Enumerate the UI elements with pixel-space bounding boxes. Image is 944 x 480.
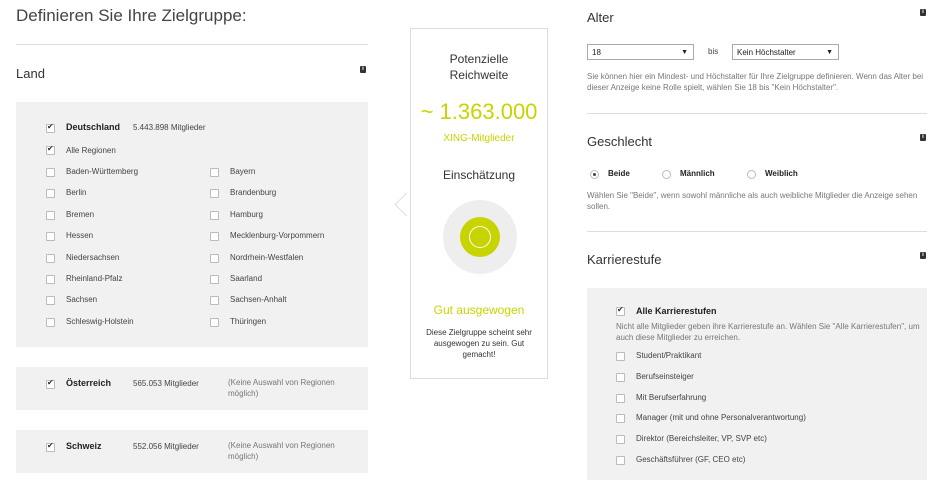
region-label: Hessen <box>66 231 94 241</box>
radio-weiblich[interactable] <box>747 170 756 179</box>
region-label: Nordrhein-Westfalen <box>230 252 304 262</box>
reach-unit: XING-Mitglieder <box>443 133 515 144</box>
radio-maennlich-label: Männlich <box>680 169 715 178</box>
career-level-label: Manager (mit und ohne Personalverantwortung) <box>636 413 806 423</box>
divider <box>587 231 927 232</box>
germany-label: Deutschland <box>66 122 121 132</box>
career-level-checkbox[interactable] <box>616 352 625 361</box>
region-label: Niedersachsen <box>66 252 120 262</box>
region-checkbox[interactable] <box>210 168 219 177</box>
reach-heading: Potenzielle Reichweite <box>449 52 509 82</box>
region-label: Hamburg <box>230 209 263 219</box>
switzerland-members: 552.056 Mitglieder <box>133 442 199 451</box>
career-level-checkbox[interactable] <box>616 456 625 465</box>
all-levels-label: Alle Karrierestufen <box>636 306 717 316</box>
region-checkbox[interactable] <box>46 168 55 177</box>
career-level-checkbox[interactable] <box>616 394 625 403</box>
gauge-dot-icon <box>460 217 500 257</box>
dropdown-arrow-icon: ▼ <box>681 49 688 56</box>
region-checkbox[interactable] <box>210 254 219 263</box>
region-label: Sachsen <box>66 295 98 305</box>
page-title: Definieren Sie Ihre Zielgruppe: <box>16 6 247 25</box>
reach-value: ~ 1.363.000 <box>420 99 538 124</box>
region-checkbox[interactable] <box>46 189 55 198</box>
region-checkbox[interactable] <box>210 318 219 327</box>
region-label: Rheinland-Pfalz <box>66 274 123 283</box>
region-checkbox[interactable] <box>46 211 55 220</box>
alle-regionen-label: Alle Regionen <box>66 146 116 155</box>
switzerland-label: Schweiz <box>66 441 102 451</box>
radio-maennlich[interactable] <box>662 170 671 179</box>
info-icon[interactable]: i <box>920 134 926 141</box>
info-icon[interactable]: i <box>360 66 366 73</box>
alter-help: Sie können hier ein Mindest- und Höchstalter für Ihre Zielgruppe definieren. Wenn das Alter bei dieser Anzeige keine Rolle spielt, wählen Sie 18 bis "Kein Höchstalter". <box>587 72 924 92</box>
radio-weiblich-label: Weiblich <box>765 169 798 178</box>
career-level-label: Berufseinsteiger <box>636 371 694 381</box>
dropdown-arrow-icon: ▼ <box>826 49 833 56</box>
radio-beide-label: Beide <box>608 169 630 178</box>
region-checkbox[interactable] <box>46 232 55 241</box>
germany-members: 5.443.898 Mitglieder <box>133 123 206 132</box>
austria-label: Österreich <box>66 378 112 388</box>
region-checkbox[interactable] <box>46 254 55 263</box>
age-to-word: bis <box>708 47 719 56</box>
estimate-gauge <box>443 200 517 274</box>
geschlecht-help: Wählen Sie "Beide", wenn sowohl männliche als auch weibliche Mitglieder die Anzeige sehen sollen. <box>587 191 918 211</box>
region-checkbox[interactable] <box>210 211 219 220</box>
karriere-title: Karrierestufe <box>587 252 662 267</box>
rating-label: Gut ausgewogen <box>433 303 525 317</box>
region-checkbox[interactable] <box>210 232 219 241</box>
career-level-checkbox[interactable] <box>616 435 625 444</box>
region-label: Brandenburg <box>230 188 277 198</box>
karriere-panel <box>587 288 927 480</box>
alter-title: Alter <box>587 10 614 25</box>
switzerland-checkbox[interactable] <box>46 443 55 452</box>
age-to-select[interactable] <box>732 44 839 60</box>
alle-regionen-checkbox[interactable] <box>46 146 55 155</box>
switzerland-note: (Keine Auswahl von Regionen möglich) <box>228 441 335 461</box>
info-icon[interactable]: i <box>920 252 926 259</box>
region-label: Baden-Württemberg <box>66 167 139 176</box>
region-checkbox[interactable] <box>46 296 55 305</box>
age-from-select[interactable] <box>587 44 694 60</box>
geschlecht-title: Geschlecht <box>587 134 653 149</box>
estimate-label: Einschätzung <box>442 168 516 182</box>
rating-description: Diese Zielgruppe scheint sehr ausgewogen zu sein. Gut gemacht! <box>426 328 532 359</box>
career-level-label: Direktor (Bereichsleiter, VP, SVP etc) <box>636 434 767 444</box>
career-level-label: Student/Praktikant <box>636 351 702 360</box>
region-label: Saarland <box>230 274 263 283</box>
age-to-value: Kein Höchstalter <box>737 48 796 57</box>
region-checkbox[interactable] <box>210 275 219 284</box>
region-label: Berlin <box>66 188 87 198</box>
region-label: Mecklenburg-Vorpommern <box>230 231 325 241</box>
region-checkbox[interactable] <box>46 318 55 327</box>
radio-beide[interactable] <box>590 170 599 179</box>
region-label: Thüringen <box>230 316 267 326</box>
info-icon[interactable]: i <box>920 9 926 16</box>
region-label: Schleswig-Holstein <box>66 316 134 326</box>
career-level-label: Geschäftsführer (GF, CEO etc) <box>636 455 746 464</box>
career-level-checkbox[interactable] <box>616 414 625 423</box>
austria-note: (Keine Auswahl von Regionen möglich) <box>228 378 335 398</box>
career-level-label: Mit Berufserfahrung <box>636 392 707 402</box>
region-label: Sachsen-Anhalt <box>230 295 287 305</box>
austria-members: 565.053 Mitglieder <box>133 379 199 388</box>
region-label: Bremen <box>66 209 95 219</box>
age-from-value: 18 <box>592 48 601 57</box>
divider <box>16 44 368 45</box>
karriere-help: Nicht alle Mitglieder geben ihre Karrierestufe an. Wählen Sie "Alle Karrierestufen", um auch diese Mitglieder zu erreichen. <box>616 322 920 342</box>
austria-checkbox[interactable] <box>46 380 55 389</box>
region-checkbox[interactable] <box>46 275 55 284</box>
region-checkbox[interactable] <box>210 296 219 305</box>
reach-card <box>410 28 548 379</box>
region-checkbox[interactable] <box>210 189 219 198</box>
career-level-checkbox[interactable] <box>616 373 625 382</box>
divider <box>587 113 927 114</box>
all-levels-checkbox[interactable] <box>616 307 625 316</box>
region-label: Bayern <box>230 167 256 176</box>
land-title: Land <box>16 66 45 81</box>
germany-panel <box>16 102 368 347</box>
germany-checkbox[interactable] <box>46 124 55 133</box>
